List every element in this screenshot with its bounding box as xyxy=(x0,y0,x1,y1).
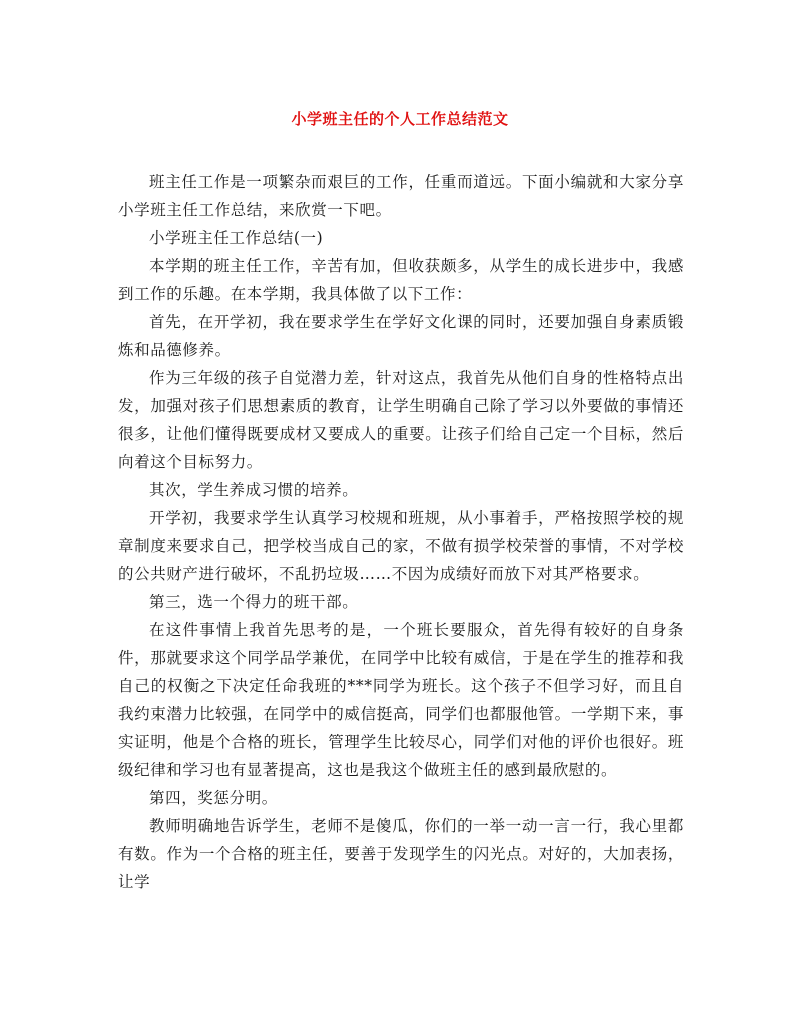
paragraph: 第三，选一个得力的班干部。 xyxy=(149,593,359,611)
paragraph: 作为三年级的孩子自觉潜力差，针对这点，我首先从他们自身的性格特点出发，加强对孩子们思想素质的教育，让学生明确自己除了学习以外要做的事情还很多，让他们懂得既要成材又要成人的重要。让孩子们给自己定一个目标，然后向着这个目标努力。 xyxy=(118,369,684,471)
paragraph: 首先，在开学初，我在要求学生在学好文化课的同时，还要加强自身素质锻炼和品德修养。 xyxy=(118,313,684,359)
paragraph: 教师明确地告诉学生，老师不是傻瓜，你们的一举一动一言一行，我心里都有数。作为一个合格的班主任，要善于发现学生的闪光点。对好的，大加表扬，让学 xyxy=(118,817,684,891)
paragraph: 第四，奖惩分明。 xyxy=(149,789,278,807)
paragraph: 在这件事情上我首先思考的是，一个班长要服众，首先得有较好的自身条件，那就要求这个同学品学兼优，在同学中比较有威信，于是在学生的推荐和我自己的权衡之下决定任命我班的***同学为班长。这个孩子不但学习好，而且自我约束潜力比较强，在同学中的威信挺高，同学们也都服他管。一学期下来，事实证明，他是个合格的班长，管理学生比较尽心，同学们对他的评价也很好。班级纪律和学习也有显著提高，这也是我这个做班主任的感到最欣慰的。 xyxy=(118,621,684,779)
section-heading: 小学班主任工作总结(一) xyxy=(149,229,324,247)
document-body xyxy=(118,168,684,896)
paragraph: 其次，学生养成习惯的培养。 xyxy=(149,481,359,499)
document-title: 小学班主任的个人工作总结范文 xyxy=(291,110,509,128)
paragraph-intro: 班主任工作是一项繁杂而艰巨的工作，任重而道远。下面小编就和大家分享小学班主任工作总结，来欣赏一下吧。 xyxy=(118,173,684,219)
paragraph: 开学初，我要求学生认真学习校规和班规，从小事着手，严格按照学校的规章制度来要求自己，把学校当成自己的家，不做有损学校荣誉的事情，不对学校的公共财产进行破坏，不乱扔垃圾……不因为成绩好而放下对其严格要求。 xyxy=(118,509,684,583)
paragraph: 本学期的班主任工作，辛苦有加，但收获颇多，从学生的成长进步中，我感到工作的乐趣。在本学期，我具体做了以下工作： xyxy=(118,257,684,303)
